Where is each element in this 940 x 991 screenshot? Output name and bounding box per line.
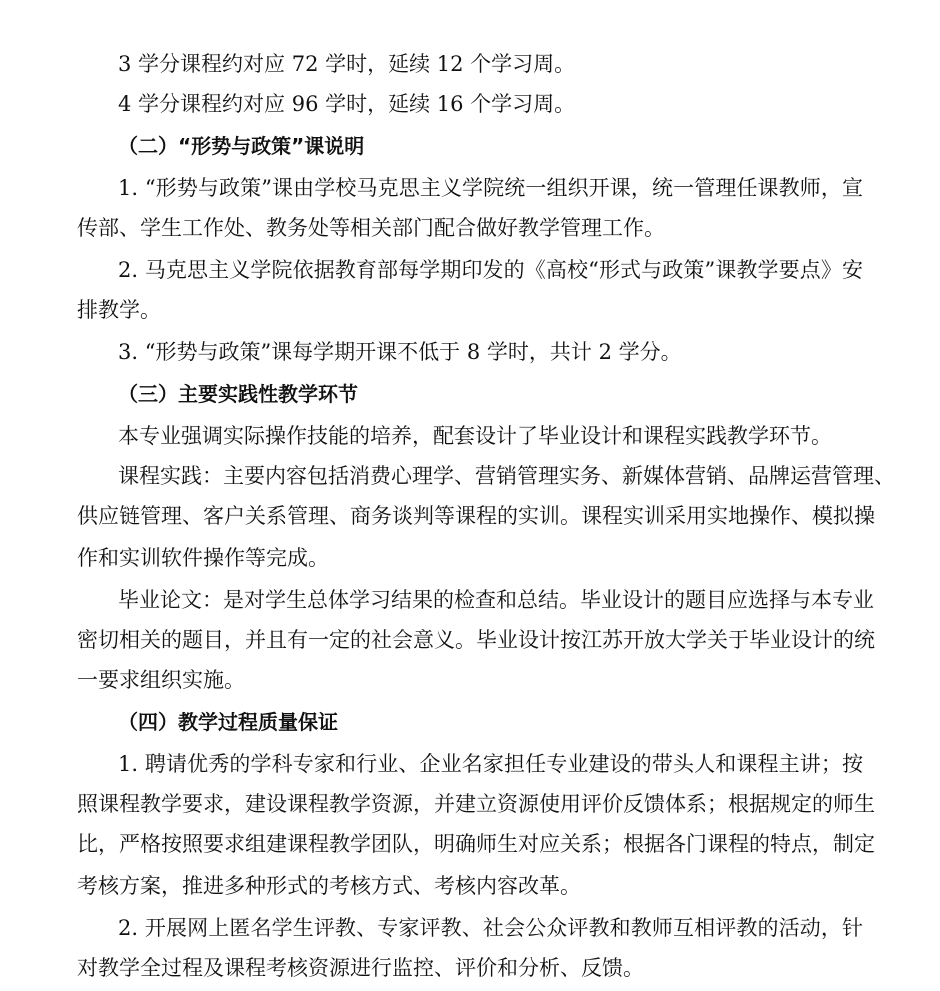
paragraph-line: 本专业强调实际操作技能的培养，配套设计了毕业设计和课程实践教学环节。 <box>118 424 832 448</box>
section-heading-policy: （二）“形势与政策”课说明 <box>118 134 365 158</box>
paragraph-line: 3. “形势与政策”课每学期开课不低于 8 学时，共计 2 学分。 <box>118 340 682 364</box>
section-heading-quality: （四）教学过程质量保证 <box>118 710 338 734</box>
paragraph-line: 2. 开展网上匿名学生评教、专家评教、社会公众评教和教师互相评教的活动，针 <box>118 916 863 940</box>
paragraph-line: 课程实践：主要内容包括消费心理学、营销管理实务、新媒体营销、品牌运营管理、 <box>118 464 895 488</box>
credit-note-3: 3 学分课程约对应 72 学时，延续 12 个学习周。 <box>118 52 576 76</box>
paragraph-line: 1. “形势与政策”课由学校马克思主义学院统一组织开课，统一管理任课教师，宣 <box>118 176 863 200</box>
credit-note-4: 4 学分课程约对应 96 学时，延续 16 个学习周。 <box>118 92 576 116</box>
paragraph-line: 作和实训软件操作等完成。 <box>77 546 329 570</box>
paragraph-line: 照课程教学要求，建设课程教学资源，并建立资源使用评价反馈体系；根据规定的师生 <box>77 792 875 816</box>
section-heading-practice: （三）主要实践性教学环节 <box>118 382 358 406</box>
paragraph-line: 考核方案，推进多种形式的考核方式、考核内容改革。 <box>77 874 581 898</box>
paragraph-line: 1. 聘请优秀的学科专家和行业、企业名家担任专业建设的带头人和课程主讲；按 <box>118 752 863 776</box>
paragraph-line: 对教学全过程及课程考核资源进行监控、评价和分析、反馈。 <box>77 956 644 980</box>
paragraph-line: 比，严格按照要求组建课程教学团队，明确师生对应关系；根据各门课程的特点，制定 <box>77 832 875 856</box>
paragraph-line: 毕业论文：是对学生总体学习结果的检查和总结。毕业设计的题目应选择与本专业 <box>118 588 874 612</box>
paragraph-line: 2. 马克思主义学院依据教育部每学期印发的《高校“形式与政策”课教学要点》安 <box>118 258 863 282</box>
paragraph-line: 密切相关的题目，并且有一定的社会意义。毕业设计按江苏开放大学关于毕业设计的统 <box>77 628 875 652</box>
paragraph-line: 一要求组织实施。 <box>77 668 245 692</box>
paragraph-line: 供应链管理、客户关系管理、商务谈判等课程的实训。课程实训采用实地操作、模拟操 <box>77 504 875 528</box>
paragraph-line: 排教学。 <box>77 298 161 322</box>
paragraph-line: 传部、学生工作处、教务处等相关部门配合做好教学管理工作。 <box>77 216 665 240</box>
